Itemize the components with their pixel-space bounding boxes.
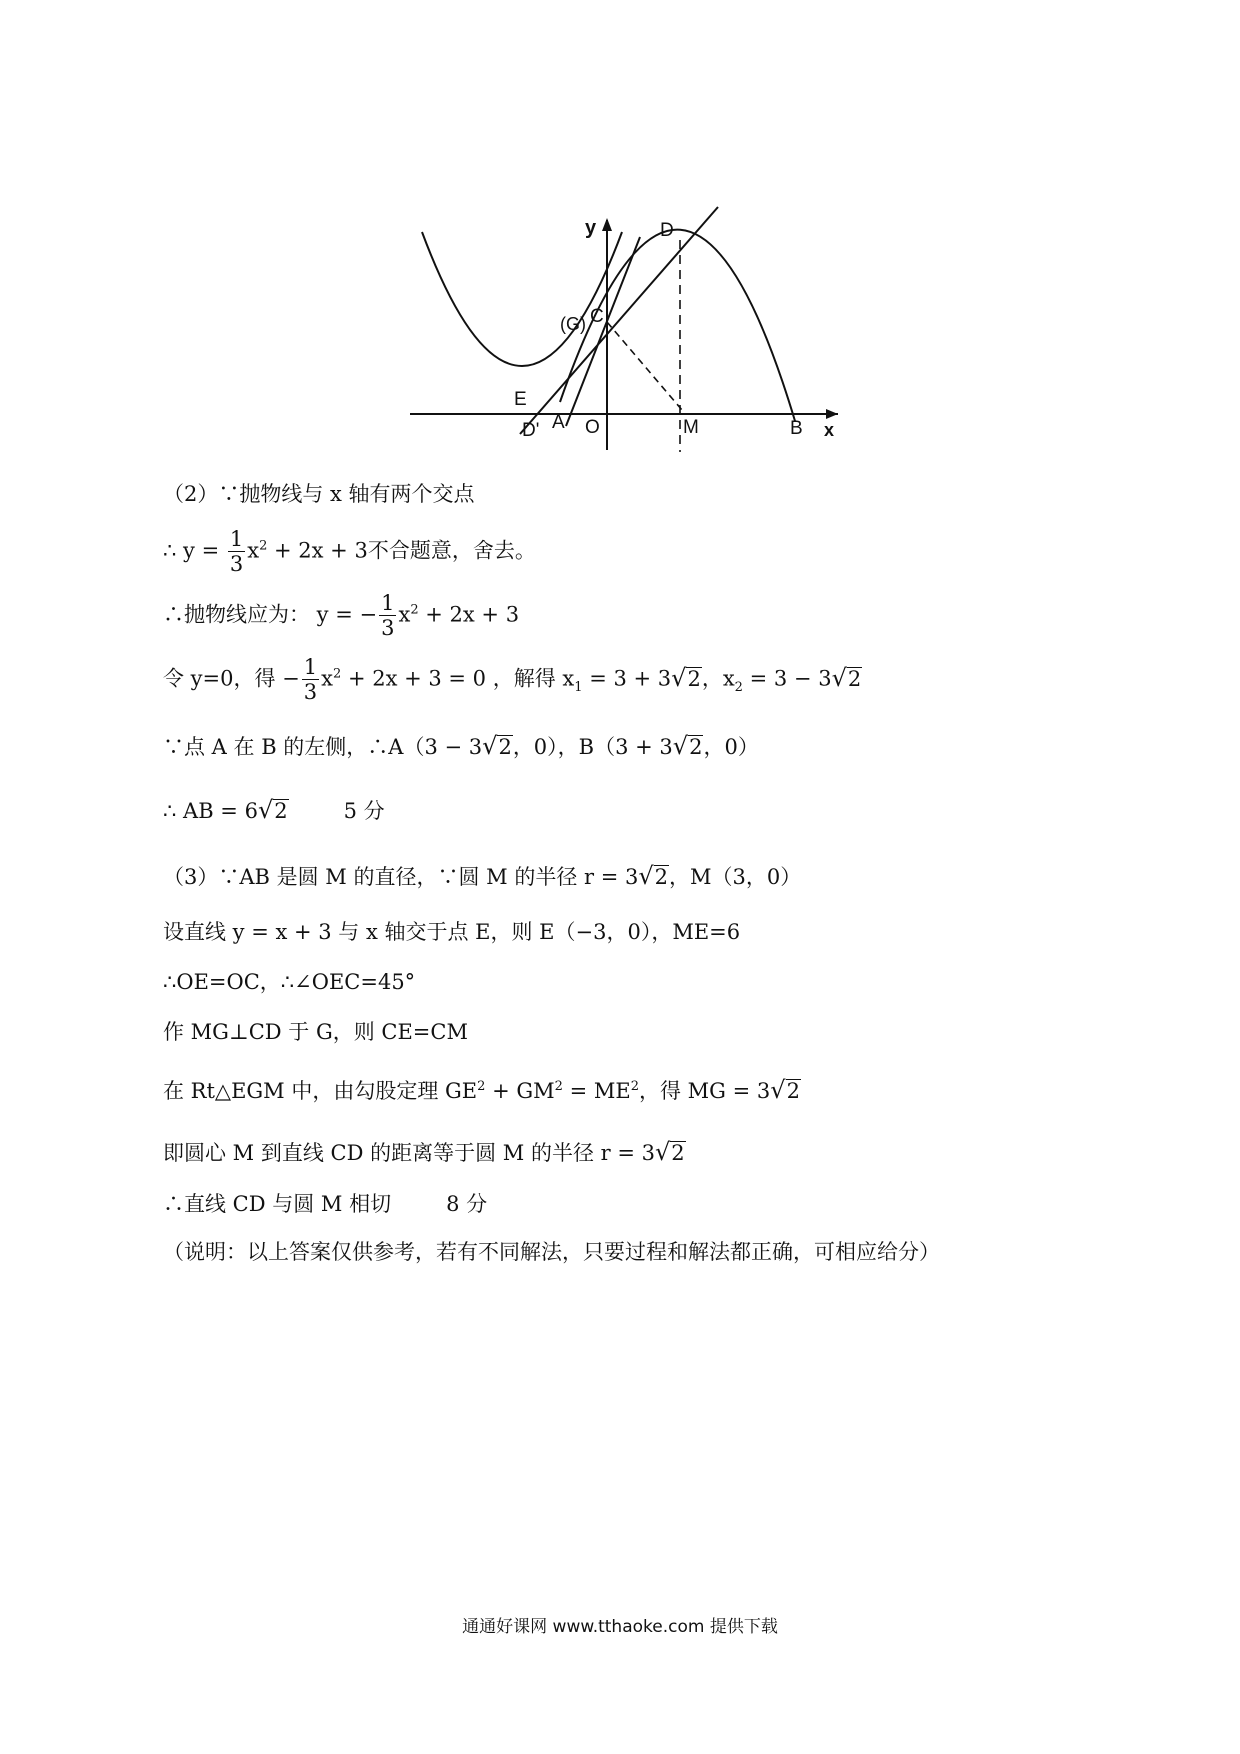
sqrt: √2 xyxy=(482,732,512,760)
label-D-bottom: D' xyxy=(522,420,540,441)
sqrt: √2 xyxy=(654,1138,685,1166)
fraction: $\frac{1}{3}$ xyxy=(303,655,318,705)
label-y: y xyxy=(585,217,597,239)
solution-line-13: ∴直线 CD 与圆 M 相切 8 分 xyxy=(163,1192,488,1216)
solution-line-7: （3）∵AB 是圆 M 的直径，∵圆 M 的半径 r = 3√2，M（3，0） xyxy=(163,862,802,890)
solution-line-10: 作 MG⊥CD 于 G，则 CE=CM xyxy=(163,1020,468,1044)
solution-line-9: ∴OE=OC，∴∠OEC=45° xyxy=(163,970,416,994)
sqrt: √2 xyxy=(638,862,669,890)
solution-line-11: 在 Rt△EGM 中，由勾股定理 $GE^2 + GM^2 = ME^2$，得 MG = 3√2 xyxy=(163,1076,800,1104)
sqrt: √2 xyxy=(770,1076,800,1104)
label-D-top: D xyxy=(660,220,674,241)
solution-line-8: 设直线 y = x + 3 与 x 轴交于点 E，则 E（−3，0），ME=6 xyxy=(163,920,741,944)
score-label: 5 分 xyxy=(343,799,385,823)
sqrt: √2 xyxy=(831,663,862,692)
solution-line-5: ∵点 A 在 B 的左侧，∴A（3 − 3√2，0），B（3 + 3√2，0） xyxy=(163,732,759,760)
label-C: C xyxy=(590,306,604,327)
x-axis-arrow xyxy=(826,409,838,419)
sqrt: √2 xyxy=(671,663,701,692)
solution-line-4: 令 y=0，得 − $\frac{1}{3}$ $x^2 + 2x + 3 = 0$ ，解得 $x_1 = 3 + 3√2$，$x_2 = 3 - 3√2$ xyxy=(163,655,862,705)
fraction: $\frac{1}{3}$ xyxy=(381,591,395,641)
label-E: E xyxy=(514,389,527,410)
solution-line-3: ∴抛物线应为： y = − $\frac{1}{3}$ $x^2 + 2x + 3$ xyxy=(163,591,520,641)
solution-line-2: ∴ y = $\frac{1}{3}$ $x^2 + 2x + 3$不合题意，舍去。 xyxy=(163,527,536,577)
label-M: M xyxy=(683,417,699,438)
upward-parabola xyxy=(422,232,622,366)
label-B: B xyxy=(790,418,803,439)
sqrt: √2 xyxy=(257,796,288,824)
label-A: A xyxy=(552,412,565,433)
sqrt: √2 xyxy=(672,732,703,760)
label-G: (G) xyxy=(560,314,586,334)
solution-line-6: ∴ AB = 6√2 5 分 xyxy=(163,796,385,824)
parabola-tangent-diagram xyxy=(0,0,1240,470)
label-x: x xyxy=(824,420,835,440)
solution-note: （说明：以上答案仅供参考，若有不同解法，只要过程和解法都正确，可相应给分） xyxy=(163,1240,940,1264)
label-O: O xyxy=(585,417,600,438)
solution-line-12: 即圆心 M 到直线 CD 的距离等于圆 M 的半径 r = 3√2 xyxy=(163,1138,685,1166)
page-footer: 通通好课网 www.tthaoke.com 提供下载 xyxy=(462,1617,778,1637)
score-label: 8 分 xyxy=(446,1192,488,1216)
solution-line-1: （2）∵抛物线与 x 轴有两个交点 xyxy=(163,482,475,506)
y-axis-arrow xyxy=(602,218,612,231)
segment-CM xyxy=(607,322,682,410)
fraction: $\frac{1}{3}$ xyxy=(229,527,244,577)
